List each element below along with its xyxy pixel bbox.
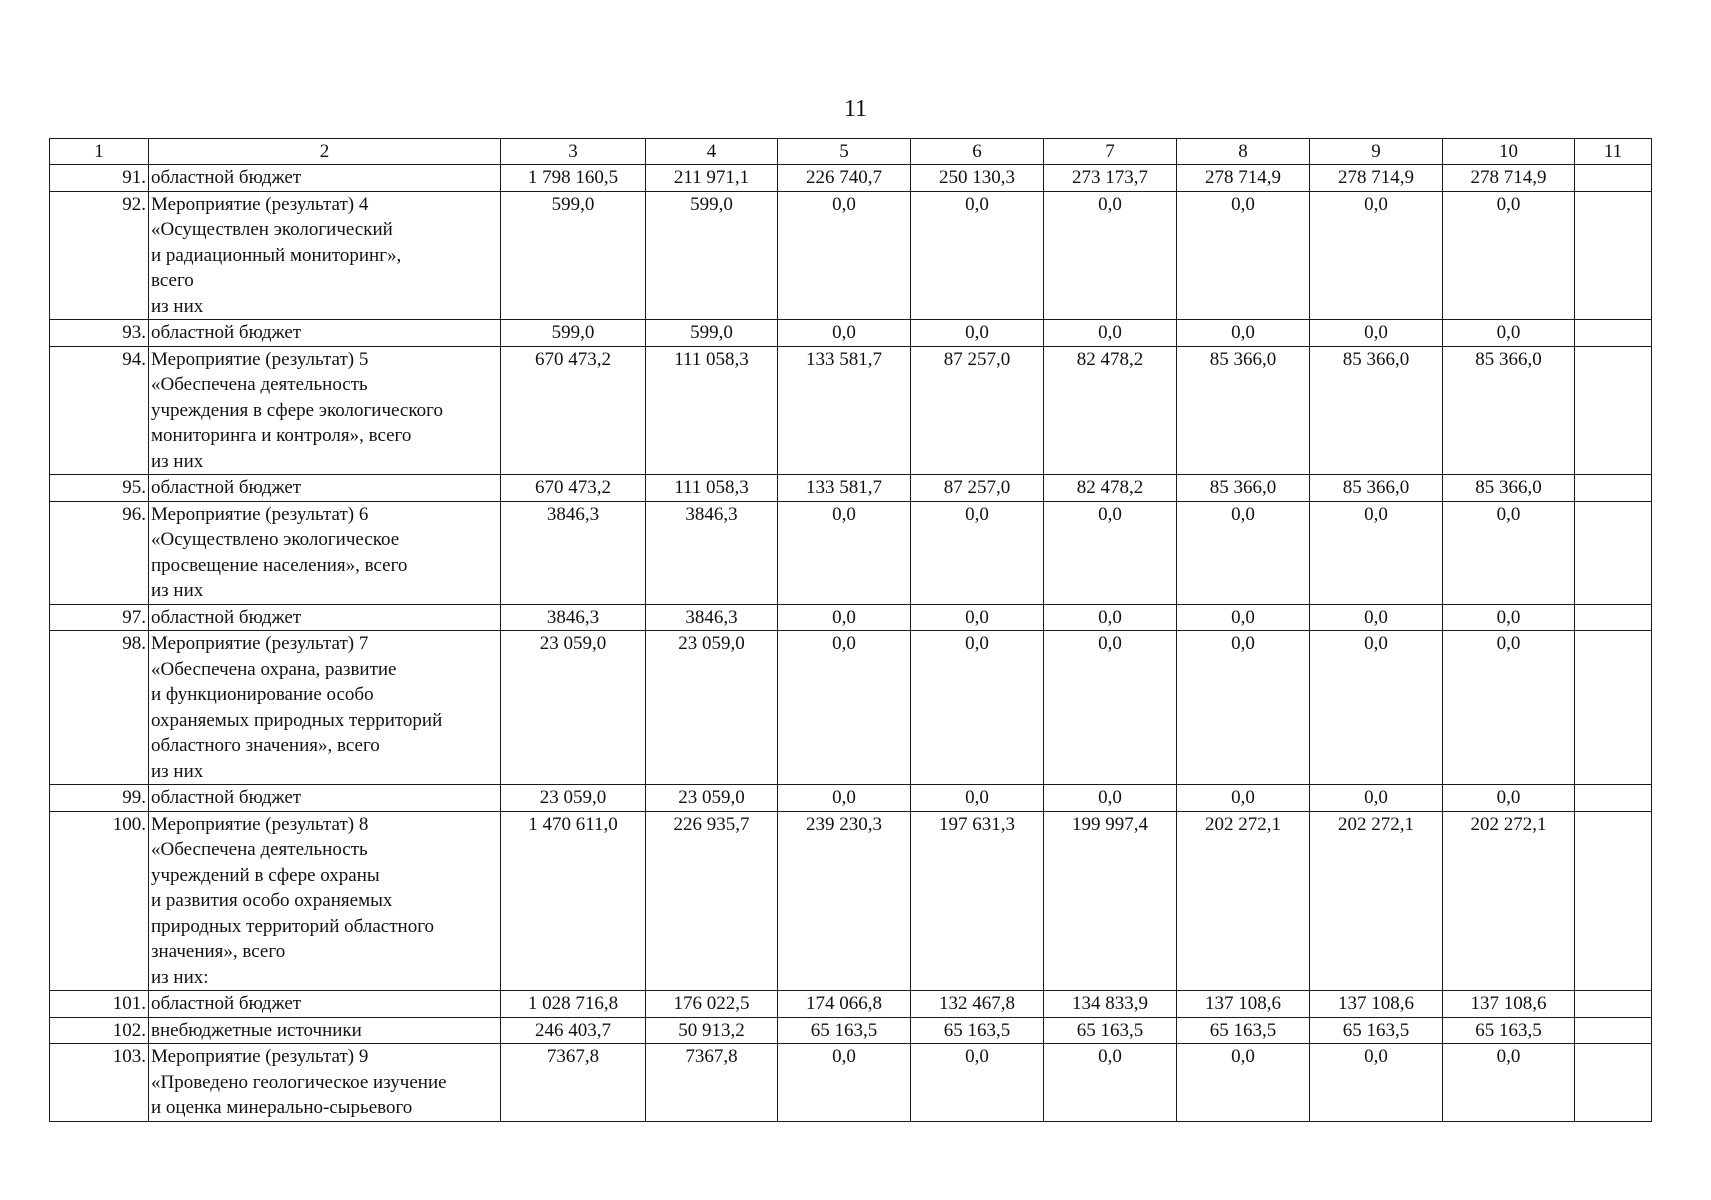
row-number: 93. [50, 320, 149, 347]
column-header: 3 [501, 139, 646, 165]
row-description: областной бюджет [149, 320, 501, 347]
value-cell: 599,0 [501, 320, 646, 347]
value-cell: 0,0 [1044, 1044, 1177, 1122]
row-description: Мероприятие (результат) 5 «Обеспечена деятельность учреждения в сфере экологического мониторинга и контроля», всего из них [149, 346, 501, 475]
value-cell: 0,0 [1443, 785, 1575, 812]
value-cell: 3846,3 [646, 501, 778, 604]
value-cell: 0,0 [911, 785, 1044, 812]
table-row [50, 991, 1652, 1018]
value-cell: 65 163,5 [1443, 1017, 1575, 1044]
column-11-cell [1575, 604, 1652, 631]
value-cell: 0,0 [1177, 501, 1310, 604]
value-cell: 0,0 [911, 631, 1044, 785]
value-cell: 0,0 [1177, 191, 1310, 320]
value-cell: 197 631,3 [911, 811, 1044, 991]
column-11-cell [1575, 191, 1652, 320]
column-11-cell [1575, 501, 1652, 604]
value-cell: 0,0 [1310, 320, 1443, 347]
value-cell: 50 913,2 [646, 1017, 778, 1044]
value-cell: 278 714,9 [1310, 165, 1443, 192]
column-11-cell [1575, 1044, 1652, 1122]
value-cell: 202 272,1 [1310, 811, 1443, 991]
table-header-row [50, 139, 1652, 165]
value-cell: 134 833,9 [1044, 991, 1177, 1018]
value-cell: 0,0 [1177, 1044, 1310, 1122]
value-cell: 65 163,5 [1044, 1017, 1177, 1044]
value-cell: 0,0 [1310, 785, 1443, 812]
column-11-cell [1575, 1017, 1652, 1044]
value-cell: 0,0 [1443, 191, 1575, 320]
value-cell: 211 971,1 [646, 165, 778, 192]
row-description: областной бюджет [149, 475, 501, 502]
table-row [50, 320, 1652, 347]
value-cell: 599,0 [646, 320, 778, 347]
column-header: 7 [1044, 139, 1177, 165]
row-description: областной бюджет [149, 785, 501, 812]
row-number: 98. [50, 631, 149, 785]
value-cell: 0,0 [1310, 1044, 1443, 1122]
value-cell: 133 581,7 [778, 475, 911, 502]
value-cell: 0,0 [1310, 604, 1443, 631]
column-11-cell [1575, 320, 1652, 347]
value-cell: 132 467,8 [911, 991, 1044, 1018]
value-cell: 85 366,0 [1310, 475, 1443, 502]
value-cell: 0,0 [1310, 191, 1443, 320]
table-row [50, 165, 1652, 192]
value-cell: 23 059,0 [646, 785, 778, 812]
value-cell: 0,0 [778, 604, 911, 631]
value-cell: 0,0 [1177, 604, 1310, 631]
value-cell: 7367,8 [501, 1044, 646, 1122]
value-cell: 670 473,2 [501, 475, 646, 502]
value-cell: 0,0 [1443, 604, 1575, 631]
value-cell: 0,0 [1443, 501, 1575, 604]
value-cell: 0,0 [911, 320, 1044, 347]
value-cell: 599,0 [501, 191, 646, 320]
value-cell: 65 163,5 [778, 1017, 911, 1044]
column-header: 4 [646, 139, 778, 165]
value-cell: 85 366,0 [1177, 475, 1310, 502]
value-cell: 1 028 716,8 [501, 991, 646, 1018]
value-cell: 670 473,2 [501, 346, 646, 475]
row-number: 91. [50, 165, 149, 192]
value-cell: 0,0 [1443, 631, 1575, 785]
value-cell: 1 798 160,5 [501, 165, 646, 192]
value-cell: 0,0 [1044, 320, 1177, 347]
row-number: 97. [50, 604, 149, 631]
value-cell: 239 230,3 [778, 811, 911, 991]
column-header: 10 [1443, 139, 1575, 165]
row-number: 96. [50, 501, 149, 604]
value-cell: 0,0 [911, 191, 1044, 320]
column-header: 1 [50, 139, 149, 165]
value-cell: 0,0 [1177, 785, 1310, 812]
value-cell: 23 059,0 [501, 631, 646, 785]
table-row [50, 1044, 1652, 1122]
value-cell: 199 997,4 [1044, 811, 1177, 991]
value-cell: 0,0 [1443, 320, 1575, 347]
row-description: областной бюджет [149, 165, 501, 192]
row-number: 102. [50, 1017, 149, 1044]
value-cell: 0,0 [911, 1044, 1044, 1122]
table-row [50, 346, 1652, 475]
row-number: 92. [50, 191, 149, 320]
row-description: внебюджетные источники [149, 1017, 501, 1044]
value-cell: 599,0 [646, 191, 778, 320]
table-row [50, 631, 1652, 785]
value-cell: 0,0 [911, 604, 1044, 631]
row-number: 103. [50, 1044, 149, 1122]
row-description: Мероприятие (результат) 9 «Проведено геологическое изучение и оценка минерально-сырьевого [149, 1044, 501, 1122]
value-cell: 0,0 [1177, 631, 1310, 785]
column-11-cell [1575, 475, 1652, 502]
value-cell: 82 478,2 [1044, 475, 1177, 502]
value-cell: 87 257,0 [911, 346, 1044, 475]
row-description: областной бюджет [149, 991, 501, 1018]
value-cell: 0,0 [778, 501, 911, 604]
value-cell: 137 108,6 [1177, 991, 1310, 1018]
value-cell: 174 066,8 [778, 991, 911, 1018]
value-cell: 3846,3 [501, 501, 646, 604]
row-description: Мероприятие (результат) 4 «Осуществлен экологический и радиационный мониторинг», всего из них [149, 191, 501, 320]
value-cell: 0,0 [911, 501, 1044, 604]
value-cell: 137 108,6 [1310, 991, 1443, 1018]
column-header: 5 [778, 139, 911, 165]
value-cell: 278 714,9 [1443, 165, 1575, 192]
value-cell: 273 173,7 [1044, 165, 1177, 192]
table-row [50, 604, 1652, 631]
table-row [50, 785, 1652, 812]
value-cell: 111 058,3 [646, 346, 778, 475]
value-cell: 23 059,0 [501, 785, 646, 812]
value-cell: 0,0 [778, 1044, 911, 1122]
row-description: Мероприятие (результат) 7 «Обеспечена охрана, развитие и функционирование особо охраняемых природных территорий областного значения», всего из них [149, 631, 501, 785]
row-number: 99. [50, 785, 149, 812]
column-11-cell [1575, 991, 1652, 1018]
value-cell: 278 714,9 [1177, 165, 1310, 192]
value-cell: 0,0 [778, 785, 911, 812]
value-cell: 85 366,0 [1443, 346, 1575, 475]
column-11-cell [1575, 631, 1652, 785]
row-description: областной бюджет [149, 604, 501, 631]
table-row [50, 501, 1652, 604]
value-cell: 3846,3 [501, 604, 646, 631]
value-cell: 85 366,0 [1177, 346, 1310, 475]
table-row [50, 811, 1652, 991]
value-cell: 0,0 [1310, 631, 1443, 785]
value-cell: 226 740,7 [778, 165, 911, 192]
value-cell: 1 470 611,0 [501, 811, 646, 991]
value-cell: 85 366,0 [1310, 346, 1443, 475]
table-row [50, 475, 1652, 502]
value-cell: 0,0 [1443, 1044, 1575, 1122]
column-header: 9 [1310, 139, 1443, 165]
table-row [50, 191, 1652, 320]
value-cell: 0,0 [1044, 604, 1177, 631]
budget-table [49, 138, 1652, 1122]
value-cell: 176 022,5 [646, 991, 778, 1018]
value-cell: 65 163,5 [911, 1017, 1044, 1044]
column-11-cell [1575, 165, 1652, 192]
value-cell: 0,0 [1044, 191, 1177, 320]
value-cell: 0,0 [1177, 320, 1310, 347]
column-11-cell [1575, 346, 1652, 475]
value-cell: 0,0 [1044, 631, 1177, 785]
value-cell: 65 163,5 [1177, 1017, 1310, 1044]
row-description: Мероприятие (результат) 6 «Осуществлено экологическое просвещение населения», всего из них [149, 501, 501, 604]
page-number: 11 [843, 96, 868, 122]
row-number: 95. [50, 475, 149, 502]
column-header: 8 [1177, 139, 1310, 165]
table-body [50, 165, 1652, 1122]
value-cell: 0,0 [1044, 501, 1177, 604]
column-11-cell [1575, 785, 1652, 812]
value-cell: 0,0 [1310, 501, 1443, 604]
value-cell: 0,0 [1044, 785, 1177, 812]
row-number: 94. [50, 346, 149, 475]
value-cell: 0,0 [778, 320, 911, 347]
value-cell: 250 130,3 [911, 165, 1044, 192]
value-cell: 202 272,1 [1177, 811, 1310, 991]
value-cell: 0,0 [778, 631, 911, 785]
row-number: 101. [50, 991, 149, 1018]
row-description: Мероприятие (результат) 8 «Обеспечена деятельность учреждений в сфере охраны и развития особо охраняемых природных территорий областного значения», всего из них: [149, 811, 501, 991]
value-cell: 246 403,7 [501, 1017, 646, 1044]
column-header: 11 [1575, 139, 1652, 165]
column-11-cell [1575, 811, 1652, 991]
value-cell: 87 257,0 [911, 475, 1044, 502]
column-header: 2 [149, 139, 501, 165]
value-cell: 7367,8 [646, 1044, 778, 1122]
value-cell: 226 935,7 [646, 811, 778, 991]
value-cell: 137 108,6 [1443, 991, 1575, 1018]
value-cell: 65 163,5 [1310, 1017, 1443, 1044]
value-cell: 202 272,1 [1443, 811, 1575, 991]
value-cell: 82 478,2 [1044, 346, 1177, 475]
value-cell: 0,0 [778, 191, 911, 320]
value-cell: 23 059,0 [646, 631, 778, 785]
value-cell: 111 058,3 [646, 475, 778, 502]
value-cell: 3846,3 [646, 604, 778, 631]
value-cell: 85 366,0 [1443, 475, 1575, 502]
column-header: 6 [911, 139, 1044, 165]
table-row [50, 1017, 1652, 1044]
row-number: 100. [50, 811, 149, 991]
value-cell: 133 581,7 [778, 346, 911, 475]
